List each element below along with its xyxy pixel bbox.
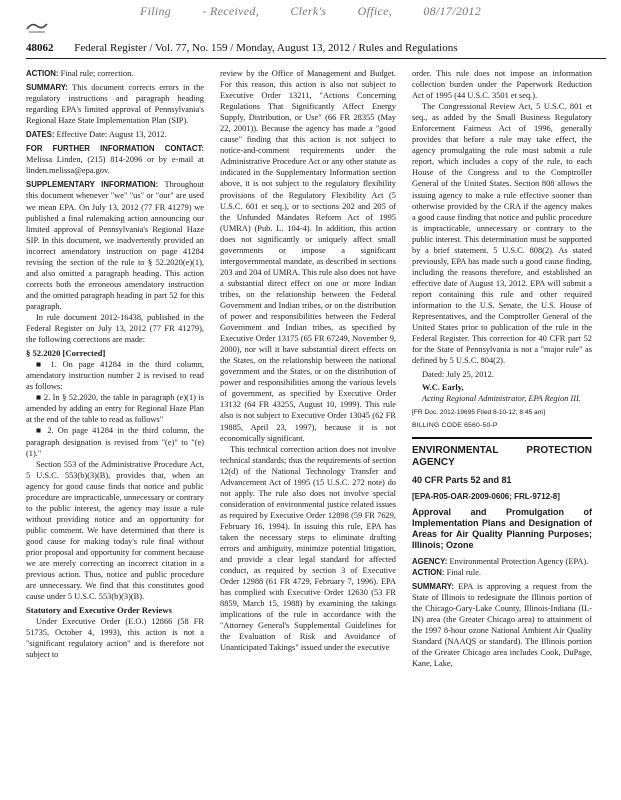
fr-doc-line: [FR Doc. 2012-19695 Filed 8-10-12; 8:45 am]: [412, 409, 546, 417]
dates-block: [26, 129, 204, 140]
column-3: [412, 68, 592, 669]
action-text: Final rule; correction.: [60, 69, 134, 78]
page-header: [26, 42, 606, 56]
review-paragraph: review by the Office of Management and Budget. For this reason, this action is also not subject to Executive Order 13211, "Actions Concerning Regulations That Significantly Affect Energy Supply, Distribution, or Use" (66 FR 28355 (May 22, 2001)). Because the agency has made a "good cause" finding that this action is not subject to notice-and-comment requirements under the Administrative Procedure Act or any other statute as indicated in the Supplementary Information section above, it is not subject to the regulatory flexibility provisions of the Regulatory Flexibility Act (5 U.S.C. 601 et seq.), or to sections 202 and 205 of the Unfunded Mandates Reform Act of 1995 (UMRA) (Pub. L. 104-4). In addition, this action does not significantly or uniquely affect small governments or impose a significant intergovernmental mandate, as described in sections 203 and 204 of UMRA. This rule also does not have a substantial direct effect on one or more Indian tribes, on the relationship between the Federal Government and Indian tribes, or on the distribution of power and responsibilities between the Federal Government and Indian tribes, as specified by Executive Order 13175 (65 FR 67249, November 9, 2000), nor will it have substantial direct effects on the States, on the relationship between the national government and the States, or on the distribution of power and responsibilities among the various levels of government, as specified by Executive Order 13132 (64 FR 43255, August 10, 1999). This rule also is not subject to Executive Order 13045 (62 FR 19885, April 23, 1997), because it is not economically significant.: [220, 69, 396, 443]
agency-block: [412, 556, 592, 567]
filing-word: Filing: [139, 4, 172, 18]
congressional-review-paragraph: The Congressional Review Act, 5 U.S.C. 801 et seq., as added by the Small Business Regulatory Enforcement Fairness Act of 1996, generally provides that before a rule may take effect, the agency promulgating the rule must submit a rule report, which includes a copy of the rule, to each House of the Congress and to the Comptroller General of the United States. Section 808 allows the issuing agency to make a rule effective sooner than otherwise provided by the CRA if the agency makes a good cause finding that notice and public procedure is impracticable, unnecessary or contrary to the public interest. This determination must be supported by a brief statement. 5 U.S.C. 808(2). As stated previously, EPA has made such a good cause finding, including the reasons therefore, and established an effective date of August 13, 2012. EPA will submit a report containing this rule and other required information to the U.S. Senate, the U.S. House of Representatives, and the Comptroller General of the United States prior to publication of the rule in the Federal Register. This correction for 40 CFR part 52 for the State of Pennsylvania is not a "major rule" as defined by 5 U.S.C. 804(2).: [412, 102, 592, 366]
summary-text: This document corrects errors in the regulatory instructions and paragraph heading regarding EPA's limited approval of Pennsylvania's Regional Haze State Implementation Plan (SIP).: [26, 83, 204, 126]
correction-1: ■ 1. On page 41284 in the third column, amendatory instruction number 2 is revised to read as follows:: [26, 360, 204, 392]
summary-block-2: [412, 581, 592, 669]
filing-received: - Received,: [202, 4, 259, 18]
correction-1b: ■ 2. In § 52.2020, the table in paragraph (e)(1) is amended by adding an entry for Regional Haze Plan at the end of the table to read as follows": [26, 393, 204, 425]
filing-date: 08/17/2012: [423, 4, 482, 18]
agency-heading: ENVIRONMENTAL PROTECTION AGENCY: [412, 444, 592, 468]
supplementary-text: Throughout this document whenever "we" "us" or "our" are used we mean EPA. On July 13, 2012 (77 FR 41279) we published a final rulemaking action announcing our limited approval of Pennsylvania's Regional Haze SIP. In this document, we inadvertently provided an incorrect amendatory instruction on page 41284 revising the section of the rule to § 52.2020(e)(1), and also omitted a paragraph heading. This action corrects both the erroneous amendatory instruction and the omitted paragraph heading in part 52 for this paragraph.: [26, 180, 204, 311]
agency-label: AGENCY:: [412, 556, 448, 566]
summary-label-2: SUMMARY:: [412, 581, 455, 591]
filing-clerks: Clerk's: [290, 4, 327, 18]
docket-number: [EPA-R05-OAR-2009-0606; FRL-9712-8]: [412, 491, 560, 501]
dates-text: Effective Date: August 13, 2012.: [56, 130, 167, 140]
billing-code: BILLING CODE 6560-50-P: [412, 422, 498, 430]
agency-text: Environmental Protection Agency (EPA).: [449, 556, 589, 566]
action-label: ACTION:: [26, 69, 59, 78]
technical-paragraph: This technical correction action does not involve technical standards; thus the requirements of section 12(d) of the National Technology Transfer and Advancement Act of 1995 (15 U.S.C. 272 note) do not apply. The rule also does not involve special consideration of environmental justice related issues as required by Executive Order 12898 (59 FR 7629, February 16, 1994). In issuing this rule, EPA has taken the necessary steps to eliminate drafting errors and ambiguity, minimize potential litigation, and provide a clear legal standard for affected conduct, as required by section 3 of Executive Order 12988 (61 FR 4729, February 7, 1996). EPA has complied with Executive Order 12630 (53 FR 8859, March 15, 1988) by examining the takings implications of the rule in accordance with the "Attorney General's Supplemental Guidelines for the Evaluation of Risk and Avoidance of Unanticipated Takings" issued under the executive: [220, 444, 396, 653]
paperwork-paragraph: order. This rule does not impose an information collection burden under the Paperwork Reduction Act of 1995 (44 U.S.C. 3501 et seq.).: [412, 69, 592, 101]
filing-office: Office,: [357, 4, 393, 18]
supplementary-label: SUPPLEMENTARY INFORMATION:: [26, 180, 159, 190]
dates-label: DATES:: [26, 130, 55, 140]
signer-title: Acting Regional Administrator, EPA Region III.: [422, 394, 581, 404]
page-number: 48062: [26, 42, 54, 54]
header-divider: [26, 58, 606, 59]
contact-label: FOR FURTHER INFORMATION CONTACT:: [26, 144, 204, 154]
statutory-heading: Statutory and Executive Order Reviews: [26, 605, 172, 616]
correction-intro: In rule document 2012-16438, published in the Federal Register on July 13, 2012 (77 FR 41279), the following corrections are made:: [26, 312, 204, 345]
action-text-2: Final rule.: [446, 567, 482, 577]
rule-title: Approval and Promulgation of Implementation Plans and Designation of Areas for Air Quality Planning Purposes; Illinois; Ozone: [412, 506, 592, 550]
section-heading: § 52.2020 [Corrected]: [26, 348, 106, 359]
summary-block: [26, 82, 204, 126]
document-divider: [412, 437, 592, 439]
good-cause-paragraph: Section 553 of the Administrative Procedure Act, 5 U.S.C. 553(b)(3)(B), provides that, when an agency for good cause finds that notice and public procedure are impracticable, unnecessary or contrary to the public interest, the agency may issue a rule without providing notice and an opportunity for public comment. We have determined that there is good cause for making today's rule final without prior proposal and opportunity for comment because we are merely correcting an incorrect citation in a previous action. Thus, notice and public procedure are unnecessary. We find that this constitutes good cause under 5 U.S.C. 553(b)(3)(B).: [26, 459, 204, 602]
page-header-title: Federal Register / Vol. 77, No. 159 / Monday, August 13, 2012 / Rules and Regulations: [74, 42, 458, 54]
federal-register-logo-icon: [26, 20, 48, 34]
summary-label: SUMMARY:: [26, 83, 69, 93]
contact-block: [26, 143, 204, 176]
correction-2: ■ 2. On page 41284 in the third column, the paragraph designation is revised from "(e)" to "(e)(1).": [26, 426, 204, 458]
column-2: [220, 68, 396, 653]
dated-line: Dated: July 25, 2012.: [422, 370, 494, 380]
filing-stamp: [0, 4, 621, 19]
column-1: [26, 68, 204, 660]
action-block-2: [412, 567, 592, 578]
signer-name: W.C. Early,: [422, 383, 464, 393]
action-block: [26, 68, 204, 79]
supplementary-block: [26, 179, 204, 312]
eo-paragraph: Under Executive Order (E.O.) 12866 (58 FR 51735, October 4, 1993), this action is not a "significant regulatory action" and is therefore not subject to: [26, 617, 204, 660]
summary-text-2: EPA is approving a request from the State of Illinois to redesignate the Illinois portion of the Chicago-Gary-Lake County, Illinois-Indiana (IL-IN) area (the Greater Chicago area) to attainment of the 1997 8-hour ozone National Ambient Air Quality Standard (NAAQS or standard). The Illinois portion of the Greater Chicago area includes Cook, DuPage, Kane, Lake,: [412, 581, 593, 669]
contact-text: Melissa Linden, (215) 814-2096 or by e-mail at linden.melissa@epa.gov.: [26, 155, 204, 176]
action-label-2: ACTION:: [412, 567, 445, 577]
cfr-parts: 40 CFR Parts 52 and 81: [412, 474, 512, 485]
